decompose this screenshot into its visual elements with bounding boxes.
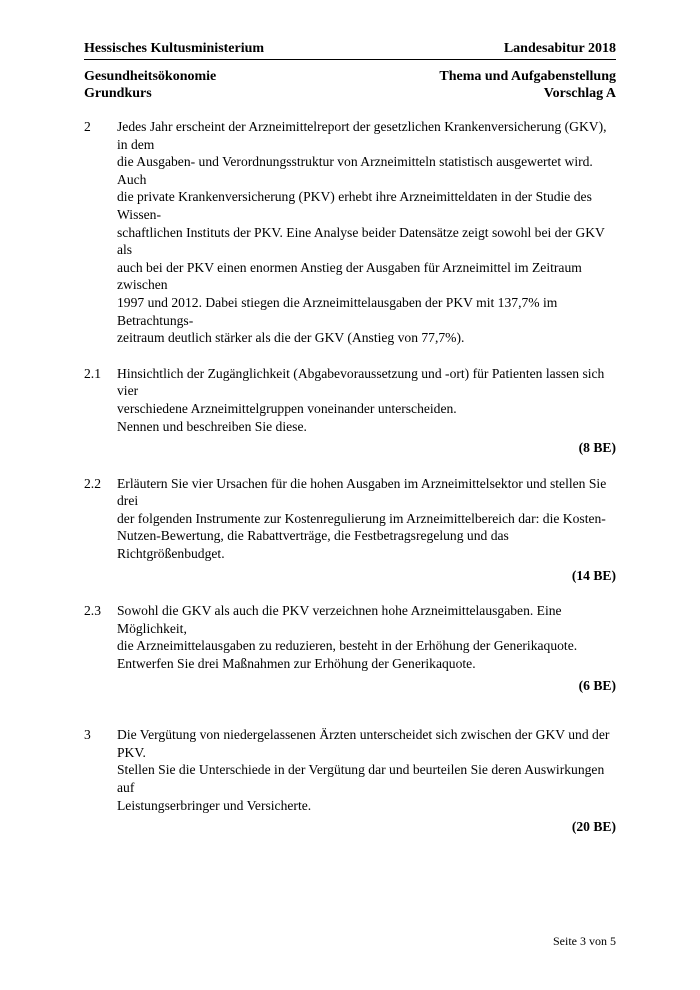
task-2 bbox=[84, 118, 616, 347]
task-line: Nennen und beschreiben Sie diese. bbox=[117, 418, 307, 434]
task-line: Hinsichtlich der Zugänglichkeit (Abgabevoraussetzung und -ort) für Patienten lassen sich vier bbox=[117, 365, 605, 399]
course-name: Grundkurs bbox=[84, 86, 152, 101]
page-header bbox=[84, 40, 616, 57]
task-line: der folgenden Instrumente zur Kostenregulierung im Arzneimittelbereich dar: die Kosten- bbox=[117, 510, 606, 526]
points-label: (20 BE) bbox=[571, 819, 616, 835]
task-line: die Ausgaben- und Verordnungsstruktur von Arzneimitteln statistisch ausgewertet wird. Auch bbox=[117, 154, 593, 187]
task-line: zeitraum deutlich stärker als die der GKV (Anstieg von 77,7%). bbox=[117, 330, 465, 346]
task-number: 2.3 bbox=[84, 603, 101, 619]
topic-label: Thema und Aufgabenstellung bbox=[439, 69, 616, 84]
proposal-label: Vorschlag A bbox=[543, 86, 616, 101]
subject-row bbox=[84, 68, 616, 85]
task-line: Entwerfen Sie drei Maßnahmen zur Erhöhung der Generikaquote. bbox=[117, 656, 476, 672]
task-line: die private Krankenversicherung (PKV) erhebt ihre Arzneimitteldaten in der Studie des Wissen- bbox=[117, 189, 592, 222]
task-line: Leistungserbringer und Versicherte. bbox=[117, 797, 312, 813]
points-label: (6 BE) bbox=[578, 677, 616, 693]
task-line: Erläutern Sie vier Ursachen für die hohen Ausgaben im Arzneimittelsektor und stellen Sie drei bbox=[117, 475, 607, 509]
task-line: Jedes Jahr erscheint der Arzneimittelreport der gesetzlichen Krankenversicherung (GKV), in dem bbox=[117, 119, 607, 152]
exam-title: Landesabitur 2018 bbox=[503, 41, 616, 56]
task-3 bbox=[84, 726, 616, 836]
task-number: 2 bbox=[84, 119, 91, 134]
task-line: Sowohl die GKV als auch die PKV verzeichnen hohe Arzneimittelausgaben. Eine Möglichkeit, bbox=[117, 603, 562, 636]
task-text bbox=[117, 475, 616, 585]
points-label: (8 BE) bbox=[578, 440, 616, 456]
task-number: 2.2 bbox=[84, 475, 101, 491]
task-text bbox=[117, 365, 616, 457]
page-number: Seite 3 von 5 bbox=[553, 934, 616, 948]
task-number: 3 bbox=[84, 727, 91, 743]
points-label: (14 BE) bbox=[571, 567, 616, 583]
task-line: Nutzen-Bewertung, die Rabattverträge, die Festbetragsregelung und das Richtgrößenbudget. bbox=[117, 528, 509, 562]
header-divider bbox=[84, 59, 616, 60]
task-line: Die Vergütung von niedergelassenen Ärzten unterscheidet sich zwischen der GKV und der PKV. bbox=[117, 727, 610, 760]
task-2-1 bbox=[84, 365, 616, 457]
task-line: die Arzneimittelausgaben zu reduzieren, besteht in der Erhöhung der Generikaquote. bbox=[117, 638, 578, 654]
subject-name: Gesundheitsökonomie bbox=[84, 69, 217, 84]
task-2-3 bbox=[84, 602, 616, 694]
task-text bbox=[117, 118, 616, 347]
task-line: Stellen Sie die Unterschiede in der Vergütung dar und beurteilen Sie deren Auswirkungen auf bbox=[117, 762, 605, 795]
task-list bbox=[84, 118, 616, 836]
course-row bbox=[84, 85, 616, 102]
task-line: schaftlichen Instituts der PKV. Eine Analyse beider Datensätze zeigt sowohl bei der GKV als bbox=[117, 224, 605, 258]
ministry-name: Hessisches Kultusministerium bbox=[84, 41, 265, 56]
task-line: verschiedene Arzneimittelgruppen voneinander unterscheiden. bbox=[117, 400, 457, 416]
task-line: 1997 und 2012. Dabei stiegen die Arzneimittelausgaben der PKV mit 137,7% im Betrachtungs- bbox=[117, 294, 558, 328]
exam-page bbox=[84, 40, 616, 836]
task-text bbox=[117, 602, 616, 694]
task-text bbox=[117, 726, 616, 836]
task-2-2 bbox=[84, 475, 616, 585]
task-number: 2.1 bbox=[84, 365, 101, 381]
task-line: auch bei der PKV einen enormen Anstieg der Ausgaben für Arzneimittel im Zeitraum zwischen bbox=[117, 259, 582, 293]
